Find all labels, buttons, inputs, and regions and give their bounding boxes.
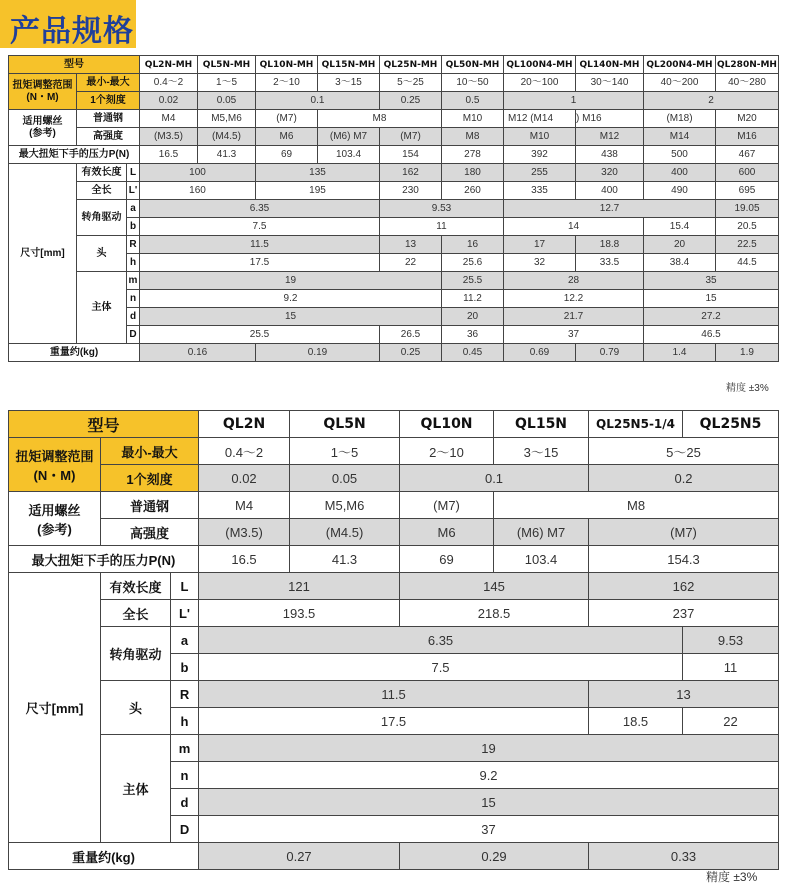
- cell: 16: [442, 236, 504, 254]
- cell: (M18): [644, 110, 716, 128]
- dim-symbol: m: [127, 272, 140, 290]
- torque-range-text: 扭矩调整范围 (N・M): [12, 79, 73, 103]
- cell: 392: [504, 146, 576, 164]
- cell: 38.4: [644, 254, 716, 272]
- minmax-label: 最小-最大: [77, 74, 140, 92]
- cell: 0.02: [140, 92, 198, 110]
- cell: (M7): [400, 492, 494, 519]
- cell: M6: [400, 519, 494, 546]
- normal-steel-label: 普通钢: [101, 492, 199, 519]
- cell: 14: [504, 218, 644, 236]
- cell: 0.1: [256, 92, 380, 110]
- cell: 145: [400, 573, 589, 600]
- cell: 0.27: [199, 843, 400, 870]
- accuracy-note: 精度 ±3%: [706, 870, 758, 884]
- graduation-label: 1个刻度: [101, 465, 199, 492]
- angle-drive-label: 转角驱动: [101, 627, 171, 681]
- angle-drive-label: 转角驱动: [77, 200, 127, 236]
- high-strength-label: 高强度: [77, 128, 140, 146]
- cell: 0.4～2: [199, 438, 290, 465]
- model-header: QL25N-MH: [380, 56, 442, 74]
- cell: M10: [504, 128, 576, 146]
- cell: 17.5: [140, 254, 380, 272]
- cell: 0.29: [400, 843, 589, 870]
- cell: 7.5: [140, 218, 380, 236]
- cell: 100: [140, 164, 256, 182]
- cell: 1: [504, 92, 644, 110]
- cell: 9.2: [140, 290, 442, 308]
- cell: 1.4: [644, 344, 716, 362]
- dim-symbol: R: [127, 236, 140, 254]
- cell: 25.6: [442, 254, 504, 272]
- cell: 18.5: [589, 708, 683, 735]
- cell: 9.2: [199, 762, 779, 789]
- cell: 1～5: [198, 74, 256, 92]
- cell: M12: [576, 128, 644, 146]
- cell: (M3.5): [140, 128, 198, 146]
- dim-symbol: L: [171, 573, 199, 600]
- cell: 36: [442, 326, 504, 344]
- high-strength-label: 高强度: [101, 519, 199, 546]
- cell: 0.5: [442, 92, 504, 110]
- cell: 0.79: [576, 344, 644, 362]
- cell: 2～10: [400, 438, 494, 465]
- cell: 16.5: [199, 546, 290, 573]
- cell: (M3.5): [199, 519, 290, 546]
- max-force-label: 最大扭矩下手的压力P(N): [9, 146, 140, 164]
- cell: 230: [380, 182, 442, 200]
- dim-symbol: h: [171, 708, 199, 735]
- cell: 0.33: [589, 843, 779, 870]
- cell: 438: [576, 146, 644, 164]
- dim-symbol: b: [171, 654, 199, 681]
- cell: 0.19: [256, 344, 380, 362]
- cell: 46.5: [644, 326, 779, 344]
- model-header: QL280N-MH: [716, 56, 779, 74]
- cell: M5,M6: [198, 110, 256, 128]
- cell: 30～140: [576, 74, 644, 92]
- cell: 20～100: [504, 74, 576, 92]
- normal-steel-label: 普通钢: [77, 110, 140, 128]
- cell: 11: [683, 654, 779, 681]
- cell: 0.02: [199, 465, 290, 492]
- model-header: QL2N: [199, 411, 290, 438]
- model-header: QL5N: [290, 411, 400, 438]
- cell: 11: [380, 218, 504, 236]
- cell: 162: [380, 164, 442, 182]
- bolt-label: [9, 492, 101, 546]
- max-force-label: 最大扭矩下手的压力P(N): [9, 546, 199, 573]
- dim-symbol: L: [127, 164, 140, 182]
- cell: 33.5: [576, 254, 644, 272]
- dim-symbol: a: [171, 627, 199, 654]
- torque-range-text: 扭矩调整范围 (N・M): [15, 448, 94, 483]
- cell: 20.5: [716, 218, 779, 236]
- model-header: QL2N-MH: [140, 56, 198, 74]
- cell: 7.5: [199, 654, 683, 681]
- model-header: QL5N-MH: [198, 56, 256, 74]
- cell: (M6) M7: [318, 128, 380, 146]
- cell: 22: [683, 708, 779, 735]
- cell: M8: [318, 110, 442, 128]
- cell: 12.7: [504, 200, 716, 218]
- cell: 69: [256, 146, 318, 164]
- cell: 28: [504, 272, 644, 290]
- cell: 12.2: [504, 290, 644, 308]
- cell: 37: [504, 326, 644, 344]
- cell: 25.5: [442, 272, 504, 290]
- cell: M10: [442, 110, 504, 128]
- cell: M5,M6: [290, 492, 400, 519]
- cell: 22.5: [716, 236, 779, 254]
- cell: 3～15: [494, 438, 589, 465]
- cell: M4: [199, 492, 290, 519]
- model-header: QL10N: [400, 411, 494, 438]
- cell: (M7): [256, 110, 318, 128]
- cell: 1.9: [716, 344, 779, 362]
- model-header: QL10N-MH: [256, 56, 318, 74]
- cell: 218.5: [400, 600, 589, 627]
- cell: 22: [380, 254, 442, 272]
- cell: 17: [504, 236, 576, 254]
- cell: 17.5: [199, 708, 589, 735]
- cell: 2～10: [256, 74, 318, 92]
- cell: 19.05: [716, 200, 779, 218]
- cell: 32: [504, 254, 576, 272]
- cell: 600: [716, 164, 779, 182]
- head-label: 头: [77, 236, 127, 272]
- cell: 154: [380, 146, 442, 164]
- cell: 15: [644, 290, 779, 308]
- dim-symbol: d: [127, 308, 140, 326]
- cell: M8: [494, 492, 779, 519]
- cell: 195: [256, 182, 380, 200]
- cell: 467: [716, 146, 779, 164]
- accuracy-note: 精度 ±3%: [726, 383, 769, 394]
- cell: 2: [644, 92, 779, 110]
- dim-symbol: n: [127, 290, 140, 308]
- cell: 5～25: [589, 438, 779, 465]
- graduation-label: 1个刻度: [77, 92, 140, 110]
- cell: 27.2: [644, 308, 779, 326]
- cell: 40～280: [716, 74, 779, 92]
- cell: 154.3: [589, 546, 779, 573]
- title-banner: [0, 0, 136, 48]
- cell: 13: [380, 236, 442, 254]
- cell: 5～25: [380, 74, 442, 92]
- cell: 0.16: [140, 344, 256, 362]
- cell: 121: [199, 573, 400, 600]
- cell: M14: [644, 128, 716, 146]
- cell: (M4.5): [198, 128, 256, 146]
- cell: 500: [644, 146, 716, 164]
- cell: 0.25: [380, 92, 442, 110]
- cell: 26.5: [380, 326, 442, 344]
- full-length-label: 全长: [101, 600, 171, 627]
- cell: ) M16: [576, 110, 644, 128]
- cell: 490: [644, 182, 716, 200]
- spec-table-standard: [8, 410, 779, 870]
- cell: 37: [199, 816, 779, 843]
- cell: 9.53: [380, 200, 504, 218]
- cell: M8: [442, 128, 504, 146]
- model-header: QL25N5-1/4: [589, 411, 683, 438]
- dimensions-label: 尺寸[mm]: [9, 164, 77, 344]
- spec-table-mh: [8, 55, 779, 362]
- weight-label: 重量约(kg): [9, 843, 199, 870]
- cell: 0.69: [504, 344, 576, 362]
- cell: (M7): [380, 128, 442, 146]
- weight-label: 重量约(kg): [9, 344, 140, 362]
- cell: 180: [442, 164, 504, 182]
- bolt-text: 适用螺丝 (参考): [28, 502, 81, 537]
- cell: M4: [140, 110, 198, 128]
- cell: 15: [140, 308, 442, 326]
- cell: 0.1: [400, 465, 589, 492]
- cell: 160: [140, 182, 256, 200]
- cell: 41.3: [198, 146, 256, 164]
- minmax-label: 最小-最大: [101, 438, 199, 465]
- cell: 103.4: [494, 546, 589, 573]
- torque-range-label: [9, 74, 77, 110]
- cell: 15.4: [644, 218, 716, 236]
- cell: 260: [442, 182, 504, 200]
- model-header: QL15N: [494, 411, 589, 438]
- cell: 193.5: [199, 600, 400, 627]
- cell: 400: [576, 182, 644, 200]
- dim-symbol: n: [171, 762, 199, 789]
- effective-length-label: 有效长度: [101, 573, 171, 600]
- cell: 19: [140, 272, 442, 290]
- cell: 320: [576, 164, 644, 182]
- cell: 20: [644, 236, 716, 254]
- cell: 0.25: [380, 344, 442, 362]
- cell: (M7): [589, 519, 779, 546]
- dim-symbol: L': [127, 182, 140, 200]
- cell: 20: [442, 308, 504, 326]
- cell: 400: [644, 164, 716, 182]
- cell: (M6) M7: [494, 519, 589, 546]
- torque-range-label: [9, 438, 101, 492]
- dim-symbol: R: [171, 681, 199, 708]
- dim-symbol: h: [127, 254, 140, 272]
- model-label: 型号: [9, 56, 140, 74]
- dim-symbol: a: [127, 200, 140, 218]
- cell: 9.53: [683, 627, 779, 654]
- cell: 0.05: [198, 92, 256, 110]
- cell: 3～15: [318, 74, 380, 92]
- cell: 13: [589, 681, 779, 708]
- cell: 0.4～2: [140, 74, 198, 92]
- cell: 103.4: [318, 146, 380, 164]
- dim-symbol: D: [171, 816, 199, 843]
- model-label: 型号: [9, 411, 199, 438]
- cell: 1～5: [290, 438, 400, 465]
- cell: (M4.5): [290, 519, 400, 546]
- cell: 44.5: [716, 254, 779, 272]
- model-header: QL15N-MH: [318, 56, 380, 74]
- cell: 237: [589, 600, 779, 627]
- cell: 11.5: [140, 236, 380, 254]
- page-title: 产品规格: [10, 14, 134, 49]
- full-length-label: 全长: [77, 182, 127, 200]
- dim-symbol: L': [171, 600, 199, 627]
- cell: 0.2: [589, 465, 779, 492]
- cell: 278: [442, 146, 504, 164]
- model-header: QL140N-MH: [576, 56, 644, 74]
- cell: 135: [256, 164, 380, 182]
- cell: 40～200: [644, 74, 716, 92]
- model-header: QL100N4-MH: [504, 56, 576, 74]
- model-header: QL25N5: [683, 411, 779, 438]
- cell: 255: [504, 164, 576, 182]
- model-header: QL50N-MH: [442, 56, 504, 74]
- cell: 695: [716, 182, 779, 200]
- cell: M6: [256, 128, 318, 146]
- bolt-text: 适用螺丝 (参考): [22, 115, 63, 139]
- cell: 335: [504, 182, 576, 200]
- dim-symbol: d: [171, 789, 199, 816]
- body-label: 主体: [101, 735, 171, 843]
- cell: 11.5: [199, 681, 589, 708]
- cell: M16: [716, 128, 779, 146]
- effective-length-label: 有效长度: [77, 164, 127, 182]
- cell: 11.2: [442, 290, 504, 308]
- cell: M20: [716, 110, 779, 128]
- dim-symbol: b: [127, 218, 140, 236]
- cell: 18.8: [576, 236, 644, 254]
- dim-symbol: m: [171, 735, 199, 762]
- cell: 21.7: [504, 308, 644, 326]
- cell: 16.5: [140, 146, 198, 164]
- cell: 0.45: [442, 344, 504, 362]
- cell: 19: [199, 735, 779, 762]
- cell: 69: [400, 546, 494, 573]
- dim-symbol: D: [127, 326, 140, 344]
- model-header: QL200N4-MH: [644, 56, 716, 74]
- cell: 6.35: [199, 627, 683, 654]
- cell: 6.35: [140, 200, 380, 218]
- cell: 35: [644, 272, 779, 290]
- head-label: 头: [101, 681, 171, 735]
- cell: 0.05: [290, 465, 400, 492]
- cell: 162: [589, 573, 779, 600]
- cell: 10～50: [442, 74, 504, 92]
- cell: 15: [199, 789, 779, 816]
- cell: M12 (M14: [504, 110, 576, 128]
- dimensions-label: 尺寸[mm]: [9, 573, 101, 843]
- cell: 41.3: [290, 546, 400, 573]
- cell: 25.5: [140, 326, 380, 344]
- body-label: 主体: [77, 272, 127, 344]
- bolt-label: [9, 110, 77, 146]
